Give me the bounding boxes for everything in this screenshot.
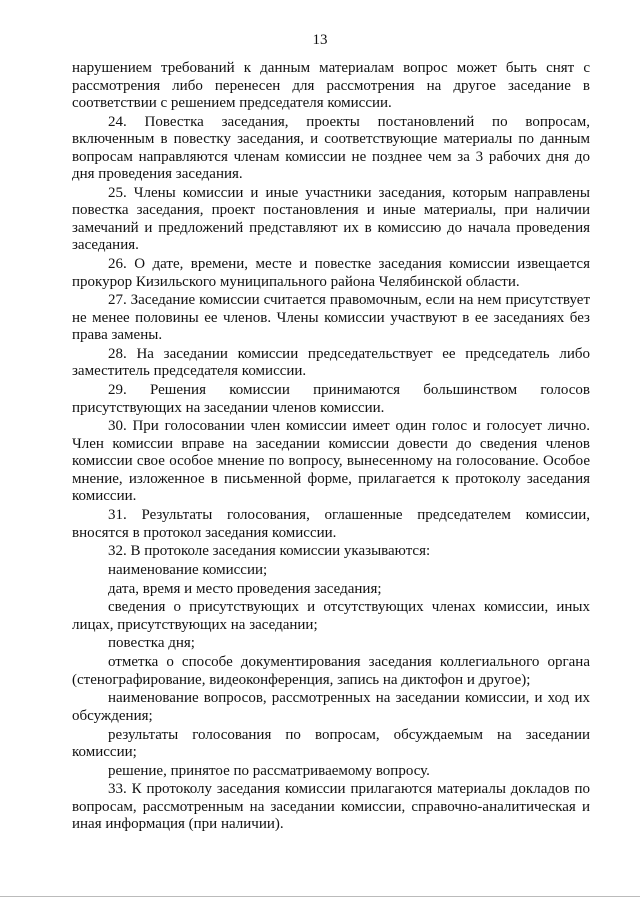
page-bottom-edge: [0, 896, 640, 897]
paragraph-24: 24. Повестка заседания, проекты постановлений по вопросам, включенным в повестку заседания, и соответствующие материалы по данным вопросам направляются членам комиссии не позднее чем за 3 рабочих дня до дня проведения заседания.: [72, 113, 590, 183]
paragraph-continuation: нарушением требований к данным материалам вопрос может быть снят с рассмотрения либо перенесен для рассмотрения на другое заседание в соответствии с решением председателя комиссии.: [72, 60, 590, 111]
paragraph-28: 28. На заседании комиссии председательствует ее председатель либо заместитель председателя комиссии.: [72, 345, 590, 380]
paragraph-29: 29. Решения комиссии принимаются большинством голосов присутствующих на заседании членов комиссии.: [72, 382, 590, 416]
list-item-documentation-method: отметка о способе документирования заседания коллегиального органа (стенографирование, видеоконференция, запись на диктофон и другое);: [72, 654, 590, 688]
page-number: 13: [312, 32, 328, 48]
list-item-date-place: дата, время и место проведения заседания;: [108, 580, 382, 597]
paragraph-31: 31. Результаты голосования, оглашенные председателем комиссии, вносятся в протокол заседания комиссии.: [72, 507, 590, 541]
paragraph-32: 32. В протоколе заседания комиссии указываются:: [108, 543, 431, 560]
paragraph-26: 26. О дате, времени, месте и повестке заседания комиссии извещается прокурор Кизильского муниципального района Челябинской области.: [72, 256, 590, 290]
document-body: [72, 60, 590, 835]
paragraph-27: 27. Заседание комиссии считается правомочным, если на нем присутствует не менее половины ее членов. Члены комиссии участвуют в ее заседаниях без права замены.: [72, 292, 590, 344]
paragraph-25: 25. Члены комиссии и иные участники заседания, которым направлены повестка заседания, проект постановления и иные материалы, при наличии замечаний и предложений представляют их в комиссию до начала проведения заседания.: [72, 184, 590, 254]
list-item-attendees: сведения о присутствующих и отсутствующих членах комиссии, иных лицах, присутствующих на заседании;: [72, 599, 590, 633]
paragraph-30: 30. При голосовании член комиссии имеет один голос и голосует лично. Член комиссии вправе на заседании комиссии довести до сведения членов комиссии свое особое мнение по вопросу, вынесенному на голосование. Особое мнение, изложенное в письменной форме, прилагается к протоколу заседания комиссии.: [72, 418, 590, 505]
list-item-voting-results: результаты голосования по вопросам, обсуждаемым на заседании комиссии;: [72, 726, 590, 760]
paragraph-33: 33. К протоколу заседания комиссии прилагаются материалы докладов по вопросам, рассмотренным на заседании комиссии, справочно-аналитическая и иная информация (при наличии).: [72, 781, 590, 833]
list-item-questions-discussion: наименование вопросов, рассмотренных на заседании комиссии, и ход их обсуждения;: [72, 690, 590, 724]
list-item-commission-name: наименование комиссии;: [108, 561, 268, 578]
list-item-decision: решение, принятое по рассматриваемому вопросу.: [108, 762, 430, 779]
list-item-agenda: повестка дня;: [108, 635, 195, 652]
